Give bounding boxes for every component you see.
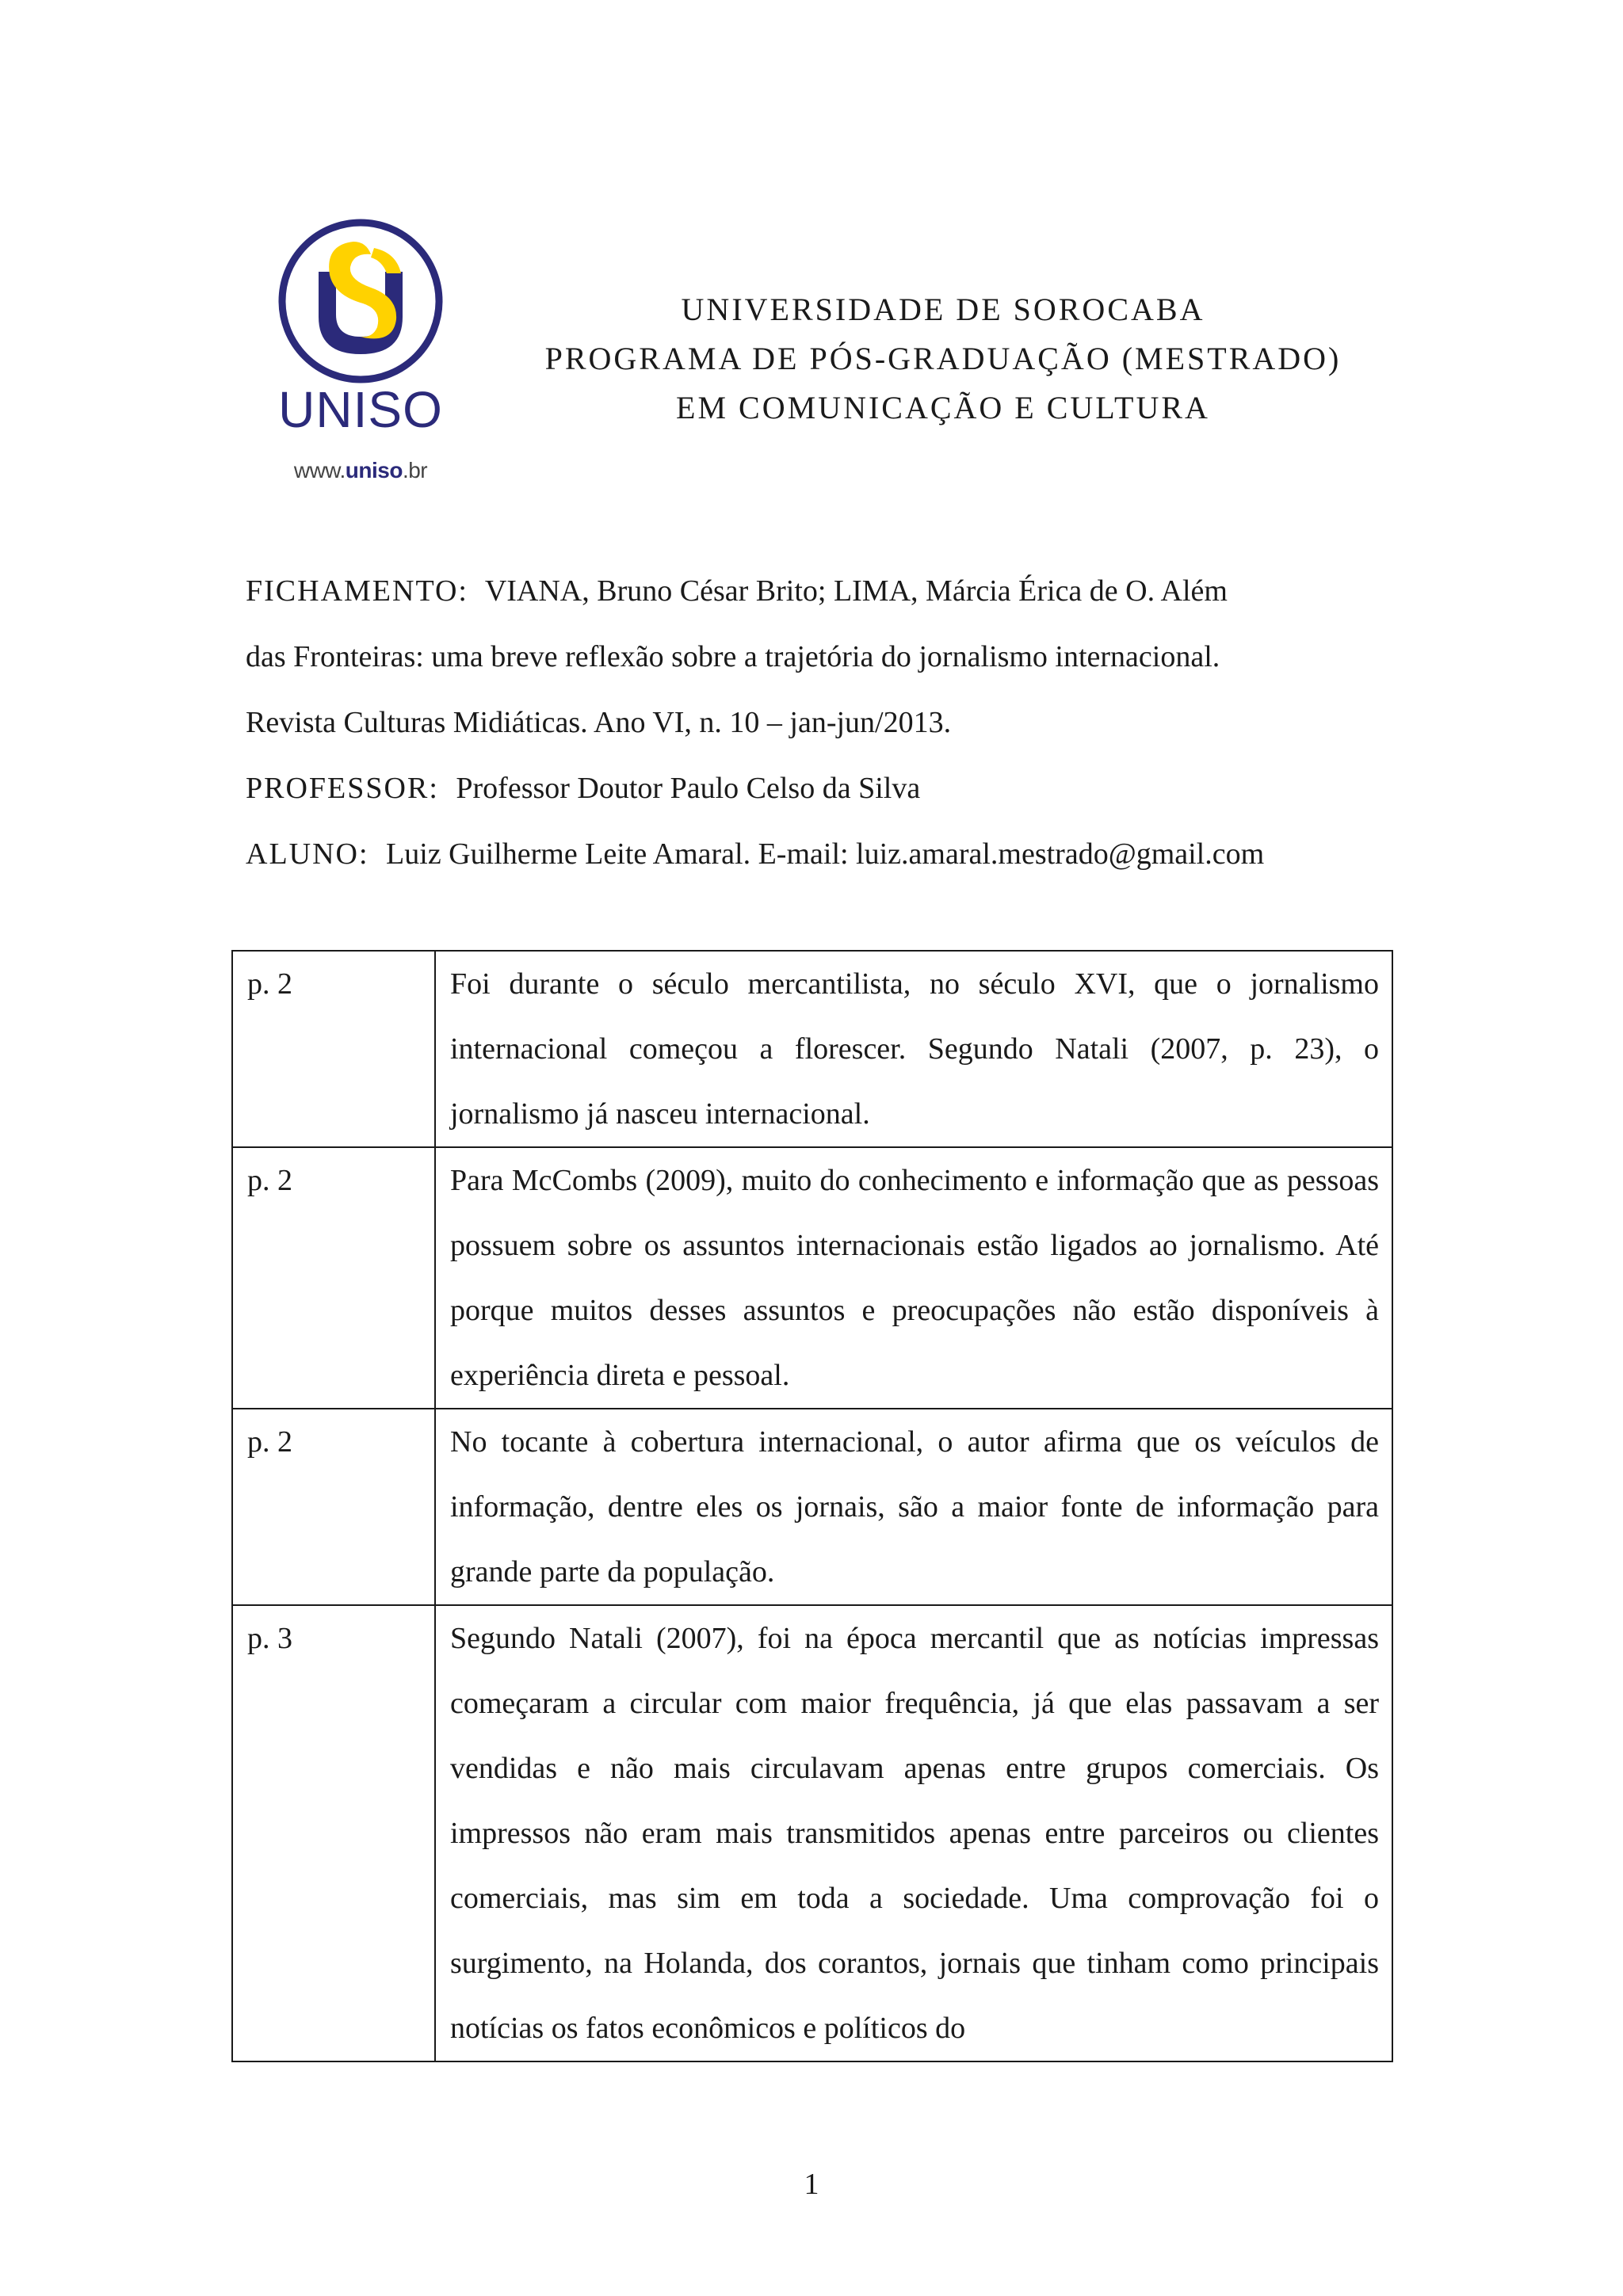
uniso-logo bbox=[269, 218, 452, 487]
fichamento-reference-3: Revista Culturas Midiáticas. Ano VI, n. 10 – jan-jun/2013. bbox=[246, 706, 952, 739]
professor-value: Professor Doutor Paulo Celso da Silva bbox=[456, 772, 921, 805]
professor-line bbox=[246, 756, 1395, 822]
program-name: PROGRAMA DE PÓS-GRADUAÇÃO (MESTRADO) bbox=[544, 341, 1342, 376]
university-name: UNIVERSIDADE DE SOROCABA bbox=[681, 292, 1205, 327]
aluno-value: Luiz Guilherme Leite Amaral. E-mail: luiz.amaral.mestrado@gmail.com bbox=[386, 837, 1265, 871]
aluno-label: ALUNO: bbox=[246, 837, 369, 871]
table-row bbox=[232, 1605, 1392, 2061]
professor-label: PROFESSOR: bbox=[246, 772, 439, 805]
page-ref-cell: p. 2 bbox=[232, 1409, 435, 1605]
institution-header bbox=[507, 285, 1379, 433]
note-text-cell: No tocante à cobertura internacional, o autor afirma que os veículos de informação, dentre eles os jornais, são a maior fonte de informação para grande parte da população. bbox=[435, 1409, 1392, 1605]
note-text-cell: Para McCombs (2009), muito do conhecimento e informação que as pessoas possuem sobre os assuntos internacionais estão ligados ao jornalismo. Até porque muitos desses assuntos e preocupações não estão disponíveis à experiência direta e pessoal. bbox=[435, 1147, 1392, 1409]
fichamento-label: FICHAMENTO: bbox=[246, 574, 468, 608]
aluno-line bbox=[246, 822, 1395, 887]
page-number: 1 bbox=[804, 2168, 819, 2201]
logo-url: www.uniso.br bbox=[293, 458, 428, 482]
page-ref-cell: p. 2 bbox=[232, 951, 435, 1147]
program-area: EM COMUNICAÇÃO E CULTURA bbox=[676, 390, 1210, 425]
table-row bbox=[232, 1409, 1392, 1605]
fichamento-reference-2: das Fronteiras: uma breve reflexão sobre a trajetória do jornalismo internacional. bbox=[246, 640, 1220, 673]
uniso-emblem-icon bbox=[277, 218, 444, 384]
document-metadata bbox=[246, 559, 1395, 887]
note-text-cell: Foi durante o século mercantilista, no século XVI, que o jornalismo internacional começou a florescer. Segundo Natali (2007, p. 23), o jornalismo já nasceu internacional. bbox=[435, 951, 1392, 1147]
table-row bbox=[232, 951, 1392, 1147]
table-row bbox=[232, 1147, 1392, 1409]
note-text-cell: Segundo Natali (2007), foi na época mercantil que as notícias impressas começaram a circular com maior frequência, já que elas passavam a ser vendidas e não mais circulavam apenas entre grupos comerciais. Os impressos não eram mais transmitidos apenas entre parceiros ou clientes comerciais, mas sim em toda a sociedade. Uma comprovação foi o surgimento, na Holanda, dos corantos, jornais que tinham como principais notícias os fatos econômicos e políticos do bbox=[435, 1605, 1392, 2061]
notes-table bbox=[231, 950, 1393, 2062]
page-ref-cell: p. 3 bbox=[232, 1605, 435, 2061]
logo-wordmark: UNISO bbox=[278, 381, 443, 438]
page-ref-cell: p. 2 bbox=[232, 1147, 435, 1409]
fichamento-line-1 bbox=[246, 559, 1395, 624]
fichamento-reference-1: VIANA, Bruno César Brito; LIMA, Márcia Érica de O. Além bbox=[484, 574, 1228, 608]
